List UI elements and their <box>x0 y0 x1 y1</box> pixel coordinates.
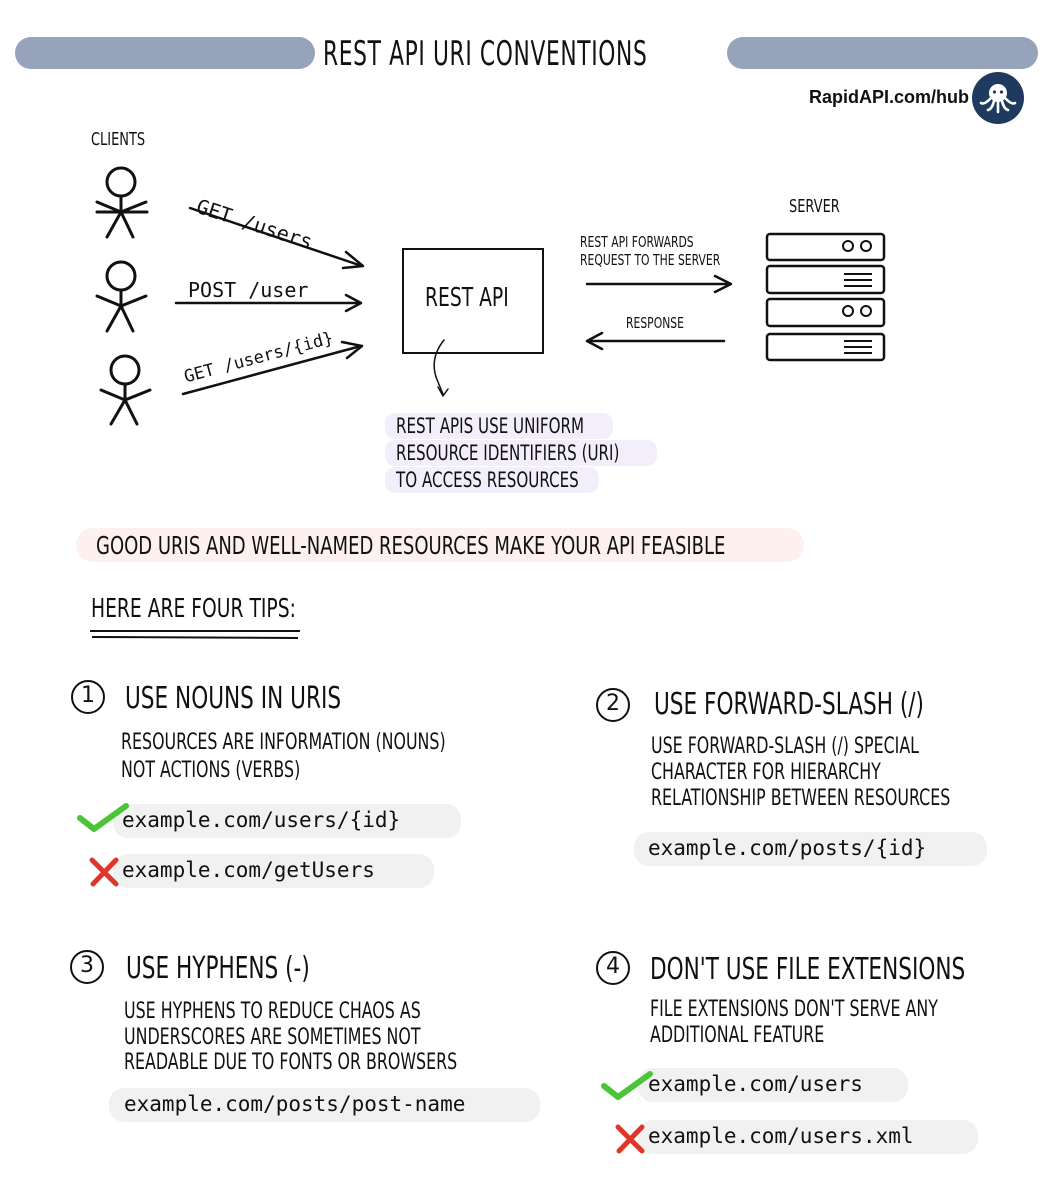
server-stack <box>767 234 884 360</box>
tip-1-title: USE NOUNS IN URIS <box>125 681 342 716</box>
tip-4-bad-example: example.com/users.xml <box>648 1124 914 1148</box>
forward-label-line-1: REST API FORWARDS <box>580 233 694 251</box>
note-line-1: REST APIS USE UNIFORM <box>396 414 585 438</box>
tip-4-body-line: FILE EXTENSIONS DON'T SERVE ANY <box>650 997 938 1022</box>
banner-text: GOOD URIS AND WELL-NAMED RESOURCES MAKE YOUR API FEASIBLE <box>96 531 726 560</box>
tip-2-body-line: USE FORWARD-SLASH (/) SPECIAL <box>651 734 920 759</box>
tip-number: 2 <box>606 691 620 716</box>
tips-heading: HERE ARE FOUR TIPS: <box>91 594 296 624</box>
check-icon <box>600 1070 654 1102</box>
tip-3-body-line: READABLE DUE TO FONTS OR BROWSERS <box>124 1050 458 1075</box>
request-label-get-users: GET /users <box>193 194 316 255</box>
clients-label: CLIENTS <box>91 129 146 150</box>
rest-api-label: REST API <box>425 283 509 313</box>
clients-figures <box>0 0 1051 460</box>
page-title: REST API URI CONVENTIONS <box>323 34 648 74</box>
tips-heading-underline <box>88 628 308 642</box>
tip-4-body-line: ADDITIONAL FEATURE <box>650 1023 825 1048</box>
tip-2-example: example.com/posts/{id} <box>648 836 927 860</box>
tip-4-good-example: example.com/users <box>648 1072 863 1096</box>
client-figure <box>97 262 146 331</box>
tip-3-example: example.com/posts/post-name <box>124 1092 466 1116</box>
tip-number: 3 <box>80 953 94 978</box>
request-label-get-user-id: GET /users/{id} <box>182 328 336 388</box>
tip-4-title: DON'T USE FILE EXTENSIONS <box>650 952 966 987</box>
tip-3-body-line: USE HYPHENS TO REDUCE CHAOS AS <box>124 999 421 1024</box>
client-figure <box>97 168 147 237</box>
cross-icon <box>88 856 120 888</box>
tip-3-body-line: UNDERSCORES ARE SOMETIMES NOT <box>124 1025 421 1050</box>
forward-label-line-2: REQUEST TO THE SERVER <box>580 251 721 269</box>
tip-number: 1 <box>81 683 95 708</box>
tip-number: 4 <box>606 954 620 979</box>
note-line-2: RESOURCE IDENTIFIERS (URI) <box>396 441 620 465</box>
client-figure <box>101 356 150 424</box>
response-label: RESPONSE <box>626 314 684 332</box>
tip-1-bad-example: example.com/getUsers <box>122 858 375 882</box>
tip-1-body-line: RESOURCES ARE INFORMATION (NOUNS) <box>121 730 446 755</box>
brand-link[interactable]: RapidAPI.com/hub <box>808 87 969 107</box>
tip-2-title: USE FORWARD-SLASH (/) <box>654 687 924 722</box>
note-line-3: TO ACCESS RESOURCES <box>396 468 579 492</box>
cross-icon <box>614 1123 646 1155</box>
tip-1-body-line: NOT ACTIONS (VERBS) <box>121 758 301 783</box>
server-label: SERVER <box>789 196 840 217</box>
tip-2-body-line: CHARACTER FOR HIERARCHY <box>651 760 881 785</box>
tip-2-body-line: RELATIONSHIP BETWEEN RESOURCES <box>651 786 951 811</box>
request-label-post-user: POST /user <box>188 278 309 302</box>
tip-3-title: USE HYPHENS (-) <box>126 951 310 986</box>
tip-1-good-example: example.com/users/{id} <box>122 808 401 832</box>
